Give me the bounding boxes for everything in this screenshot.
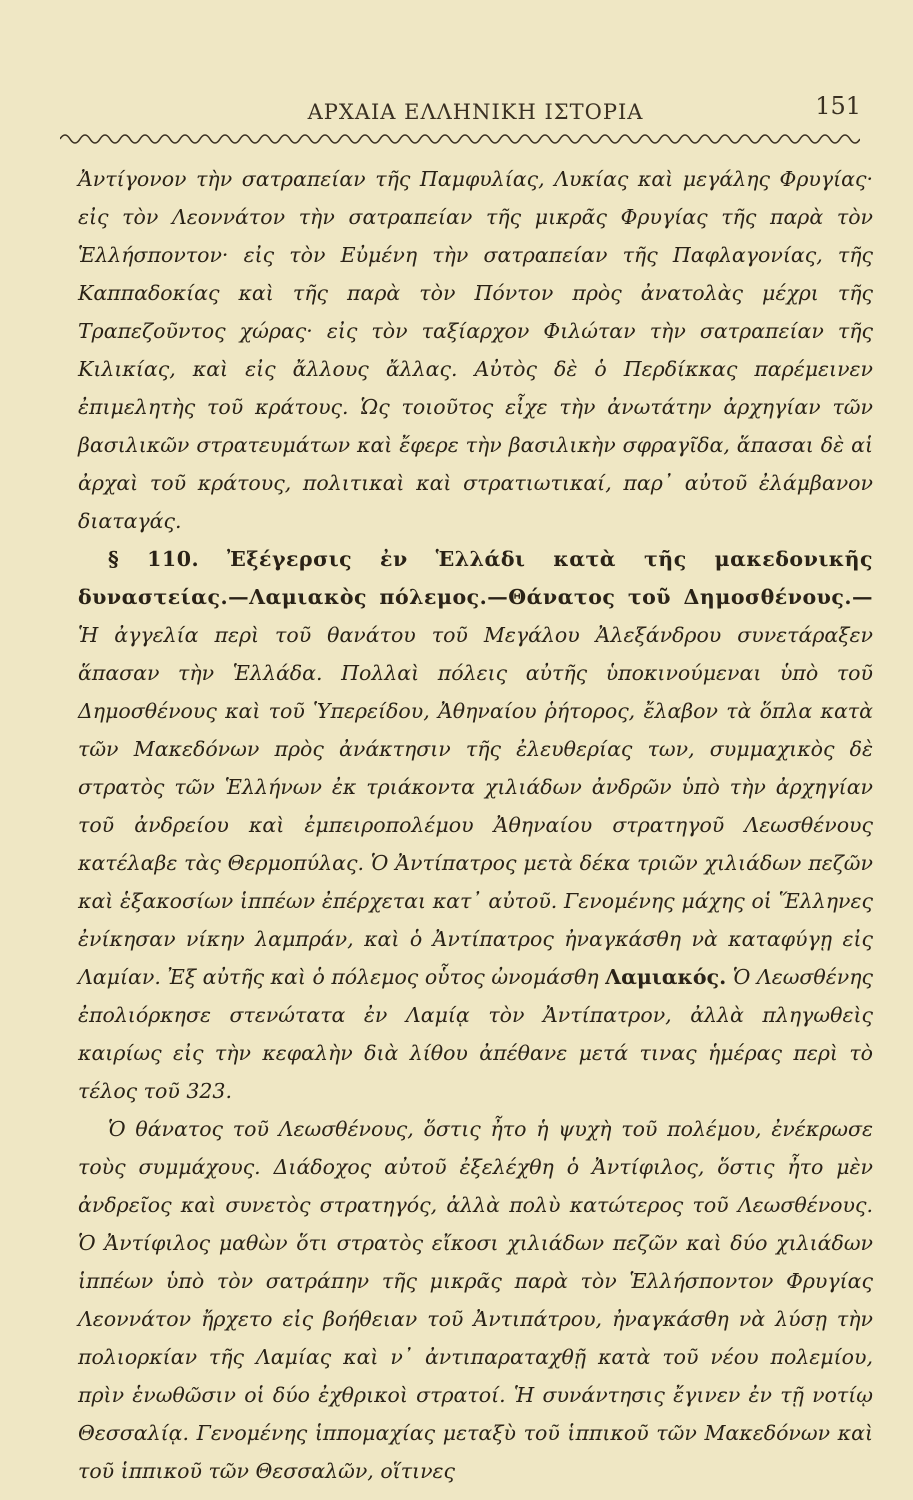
paragraph-text: Ὁ Λεωσθένης ἐπολιόρκησε στενώτατα ἐν Λαμίᾳ τὸν Ἀντίπατρον, ἀλλὰ πληγωθεὶς καιρίως εἰς τὴν κεφαλὴν διὰ λίθου ἀπέθανε μετά τινας ἡμέρας περὶ τὸ τέλος τοῦ 323. bbox=[78, 965, 873, 1103]
page-header bbox=[78, 92, 873, 128]
paragraph-text: Ἡ ἀγγελία περὶ τοῦ θανάτου τοῦ Μεγάλου Ἀλεξάνδρου συνετάραξεν ἅπασαν τὴν Ἑλλάδα. Πολλαὶ πόλεις αὐτῆς ὑποκινούμεναι ὑπὸ τοῦ Δημοσθένους καὶ τοῦ Ὑπερείδου, Ἀθηναίου ῥήτορος, ἔλαβον τὰ ὅπλα κατὰ τῶν Μακεδόνων πρὸς ἀνάκτησιν τῆς ἐλευθερίας των, συμμαχικὸς δὲ στρατὸς τῶν Ἑλλήνων ἐκ τριάκοντα χιλιάδων ἀνδρῶν ὑπὸ τὴν ἀρχηγίαν τοῦ ἀνδρείου καὶ ἐμπειροπολέμου Ἀθηναίου στρατηγοῦ Λεωσθένους κατέλαβε τὰς Θερμοπύλας. Ὁ Ἀντίπατρος μετὰ δέκα τριῶν χιλιάδων πεζῶν καὶ ἑξακοσίων ἱππέων ἐπέρχεται κατ᾽ αὐτοῦ. Γενομένης μάχης οἱ Ἕλληνες ἐνίκησαν νίκην λαμπράν, καὶ ὁ Ἀντίπατρος ἠναγκάσθη νὰ καταφύγῃ εἰς Λαμίαν. Ἐξ αὐτῆς καὶ ὁ πόλεμος οὗτος ὠνομάσθη bbox=[78, 623, 873, 989]
running-title: ΑΡΧΑΙΑ ΕΛΛΗΝΙΚΗ ΙΣΤΟΡΙΑ bbox=[307, 100, 644, 124]
paragraph-continuation: Ἀντίγονον τὴν σατραπείαν τῆς Παμφυλίας, Λυκίας καὶ μεγάλης Φρυγίας· εἰς τὸν Λεοννάτον τὴν σατραπείαν τῆς μικρᾶς Φρυγίας τῆς παρὰ τὸν Ἑλλήσποντον· εἰς τὸν Εὐμένη τὴν σατραπείαν τῆς Παφλαγονίας, τῆς Καππαδοκίας καὶ τῆς παρὰ τὸν Πόντον πρὸς ἀνατολὰς μέχρι τῆς Τραπεζοῦντος χώρας· εἰς τὸν ταξίαρχον Φιλώταν τὴν σατραπείαν τῆς Κιλικίας, καὶ εἰς ἄλλους ἄλλας. Αὐτὸς δὲ ὁ Περδίκκας παρέμεινεν ἐπιμελητὴς τοῦ κράτους. Ὡς τοιοῦτος εἶχε τὴν ἀνωτάτην ἀρχηγίαν τῶν βασιλικῶν στρατευμάτων καὶ ἔφερε τὴν βασιλικὴν σφραγῖδα, ἅπασαι δὲ αἱ ἀρχαὶ τοῦ κράτους, πολιτικαὶ καὶ στρατιωτικαί, παρ᾽ αὐτοῦ ἐλάμβανον διαταγάς. bbox=[78, 167, 873, 533]
section-heading: § 110. Ἐξέγερσις ἐν Ἑλλάδι κατὰ τῆς μακεδονικῆς δυναστείας.—Λαμιακὸς πόλεμος.—Θάνατος τοῦ Δημοσθένους.— bbox=[78, 547, 873, 609]
paragraph-section-110 bbox=[78, 540, 873, 1110]
emphasized-term: Λαμιακός. bbox=[605, 965, 727, 989]
paragraph-leosthenes-death: Ὁ θάνατος τοῦ Λεωσθένους, ὅστις ἦτο ἡ ψυχὴ τοῦ πολέμου, ἐνέκρωσε τοὺς συμμάχους. Διάδοχος αὐτοῦ ἐξελέχθη ὁ Ἀντίφιλος, ὅστις ἦτο μὲν ἀνδρεῖος καὶ συνετὸς στρατηγός, ἀλλὰ πολὺ κατώτερος τοῦ Λεωσθένους. Ὁ Ἀντίφιλος μαθὼν ὅτι στρατὸς εἴκοσι χιλιάδων πεζῶν καὶ δύο χιλιάδων ἱππέων ὑπὸ τὸν σατράπην τῆς μικρᾶς παρὰ τὸν Ἑλλήσποντον Φρυγίας Λεοννάτον ἤρχετο εἰς βοήθειαν τοῦ Ἀντιπάτρου, ἠναγκάσθη νὰ λύσῃ τὴν πολιορκίαν τῆς Λαμίας καὶ ν᾽ ἀντιπαραταχθῇ κατὰ τοῦ νέου πολεμίου, πρὶν ἑνωθῶσιν οἱ δύο ἐχθρικοὶ στρατοί. Ἡ συνάντησις ἔγινεν ἐν τῇ νοτίῳ Θεσσαλίᾳ. Γενομένης ἱππομαχίας μεταξὺ τοῦ ἱππικοῦ τῶν Μακεδόνων καὶ τοῦ ἱππικοῦ τῶν Θεσσαλῶν, οἵτινες bbox=[78, 1117, 873, 1483]
body-text bbox=[78, 160, 873, 1490]
page-number: 151 bbox=[815, 92, 861, 120]
wavy-rule-ornament bbox=[60, 128, 860, 150]
